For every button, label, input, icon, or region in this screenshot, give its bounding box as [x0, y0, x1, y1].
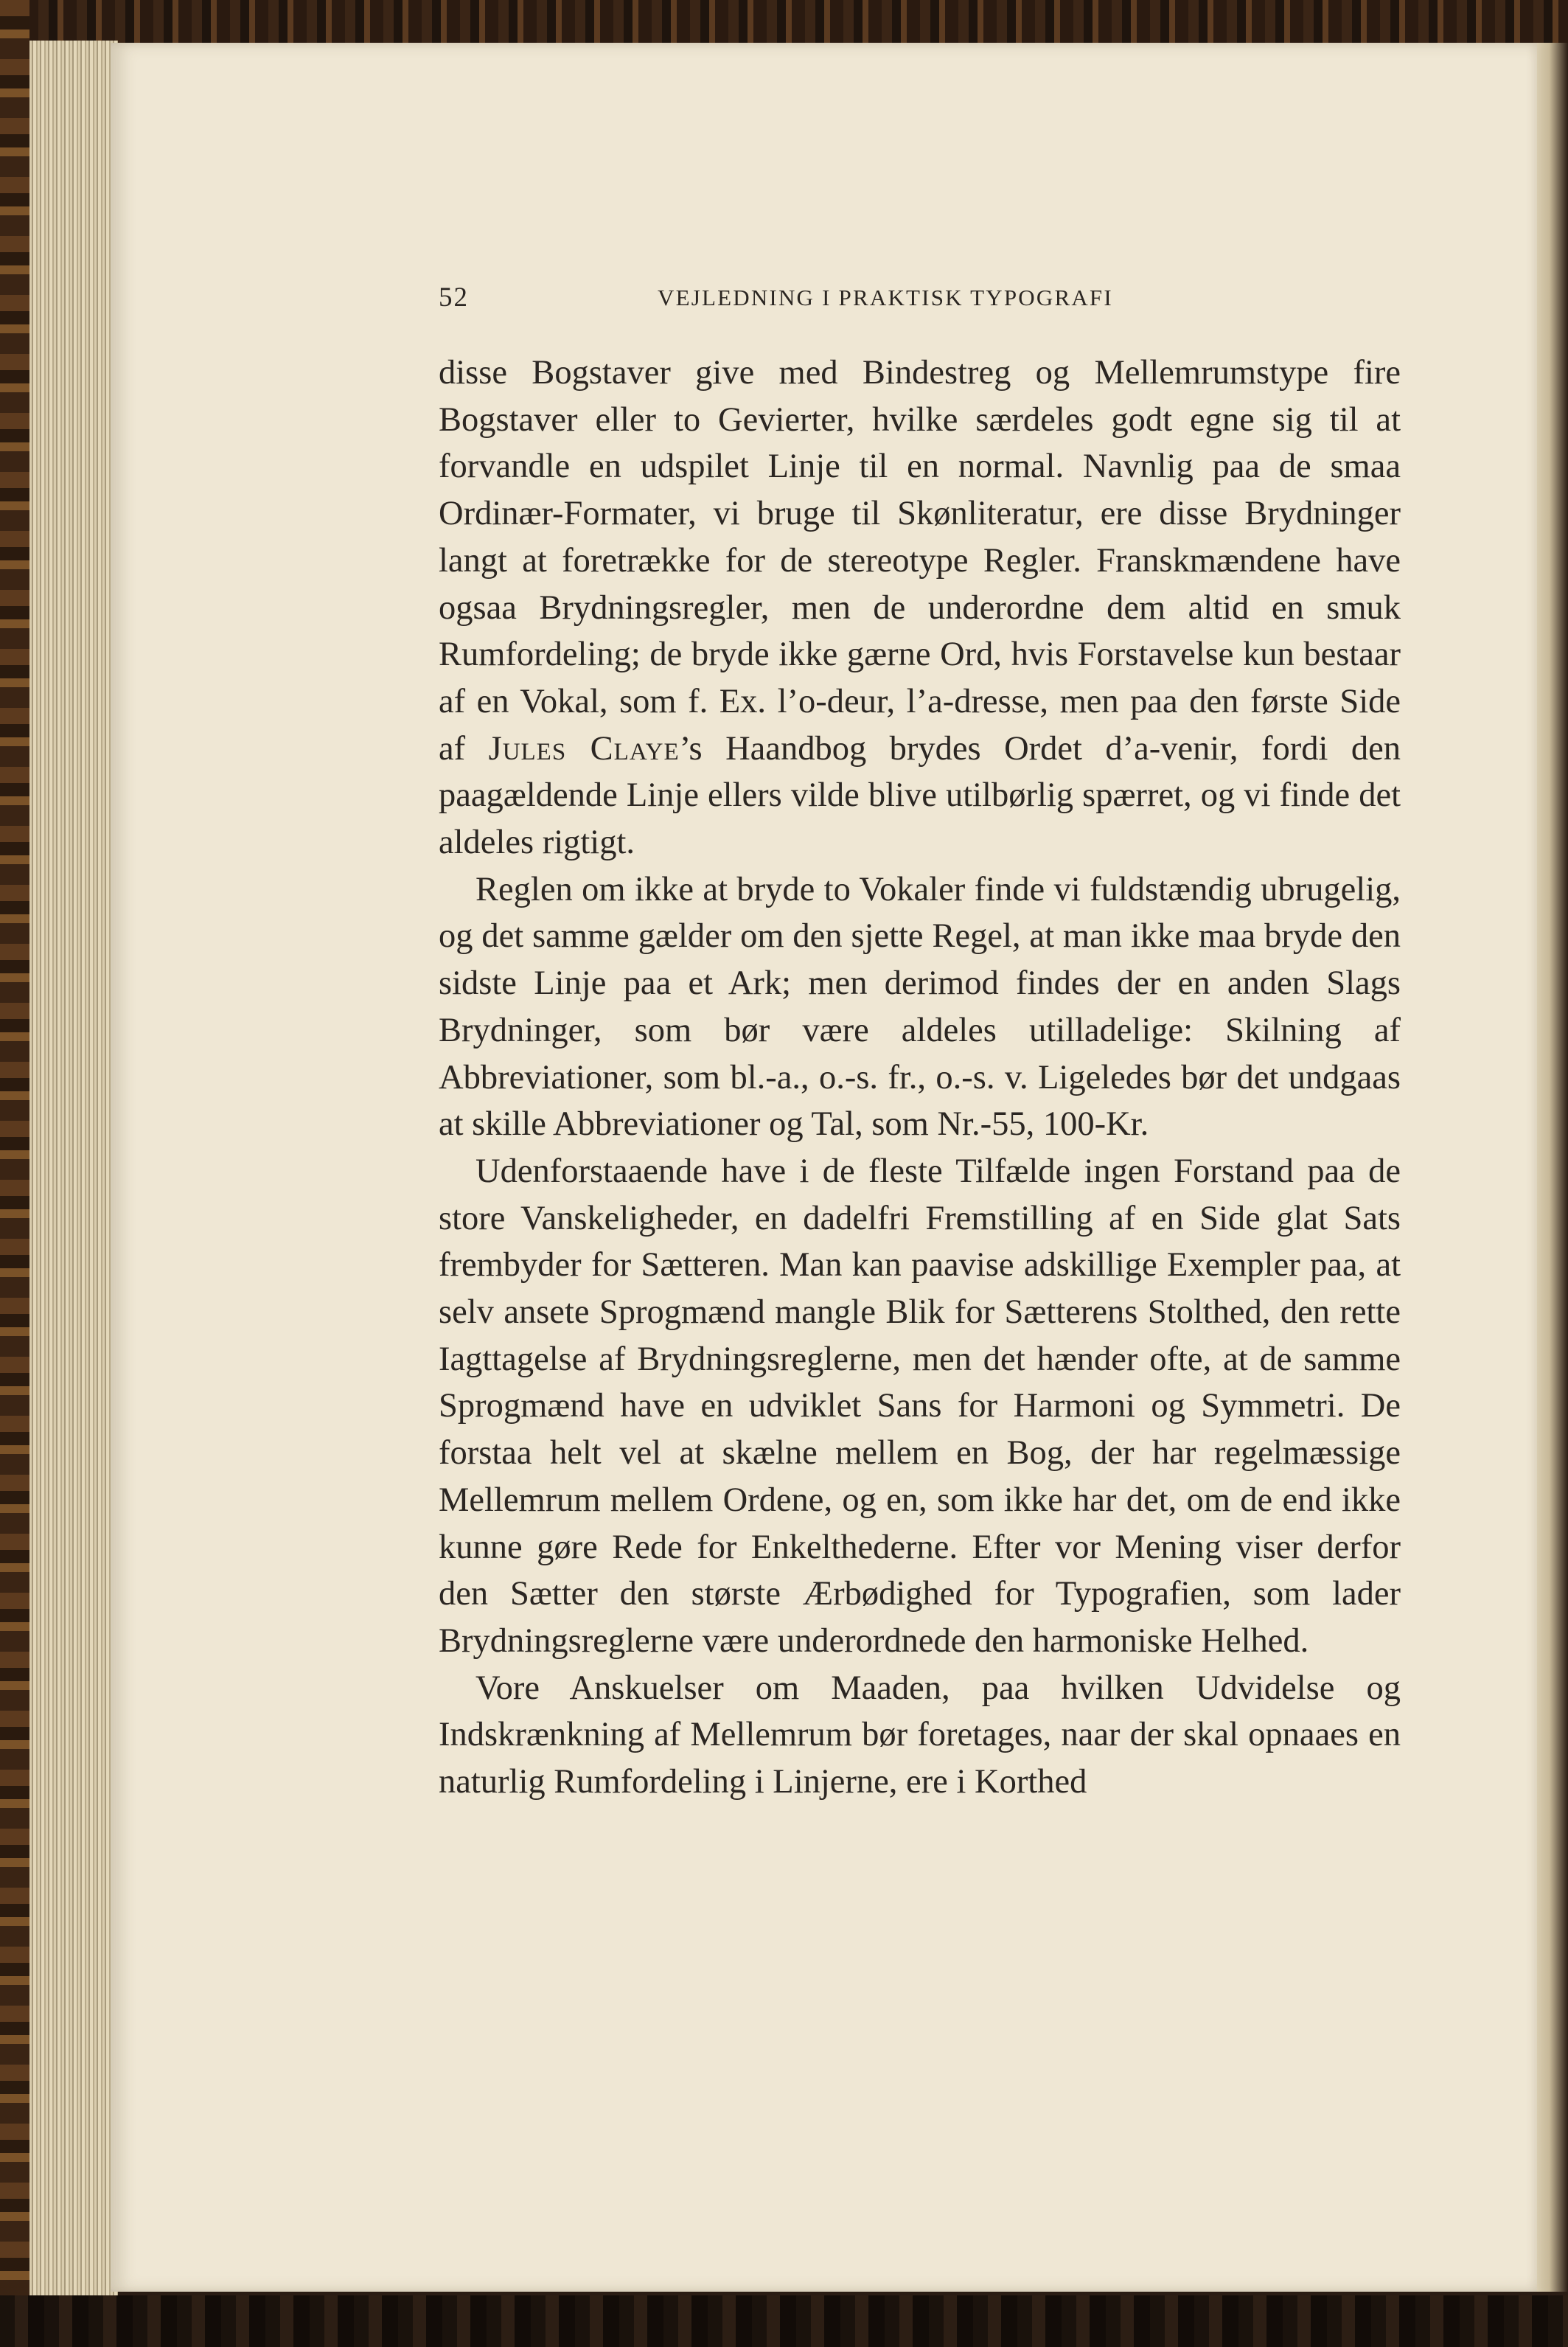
text-body: [439, 350, 1401, 1806]
paragraph-1-text-a: disse Bogstaver give med Bindestreg og Mellemrumstype fire Bogstaver eller to Gevierter, hvilke særdeles godt egne sig til at forvandle en udspilet Linje til en normal. Navnlig paa de smaa Ordinær-Formater, vi bruge til Skønliteratur, ere disse Brydninger langt at foretrække for de stereotype Regler. Franskmændene have ogsaa Brydningsregler, men de underordne dem altid en smuk Rumfordeling; de bryde ikke gærne Ord, hvis Forstavelse kun bestaar af en Vokal, som f. Ex. l’o-deur, l’a-dresse, men paa den første Side af: [439, 354, 1401, 768]
book-cover-top: [0, 0, 1568, 44]
book-cover-bottom: [0, 2295, 1568, 2347]
paragraph-3: Udenforstaaende have i de fleste Tilfælde ingen Forstand paa de store Vanskeligheder, en dadelfri Fremstilling af en Side glat Sats frembyder for Sætteren. Man kan paavise adskillige Exempler paa, at selv ansete Sprogmænd mangle Blik for Sætterens Stolthed, den rette Iagttagelse af Brydningsreglerne, men det hænder ofte, at de samme Sprogmænd have en udviklet Sans for Harmoni og Symmetri. De forstaa helt vel at skælne mellem en Bog, der har regelmæssige Mellemrum mellem Ordene, og en, som ikke har det, om de end ikke kunne gøre Rede for Enkelthederne. Efter vor Mening viser derfor den Sætter den største Ærbødighed for Typografien, som lader Brydningsreglerne være underordnede den harmoniske Helhed.: [439, 1152, 1401, 1660]
running-head: [439, 282, 1397, 326]
author-name: Jules Claye: [488, 729, 680, 768]
book-spine-left: [0, 0, 29, 2347]
page-leaf-edges: [29, 41, 118, 2297]
paragraph-1-text-b: ’s Haandbog brydes Ordet d’a-venir, fordi den paagældende Linje ellers vilde blive utilbørlig spærret, og vi finde det aldeles rigtigt.: [439, 729, 1401, 862]
paragraph-1: [439, 350, 1401, 866]
paragraph-4: Vore Anskuelser om Maaden, paa hvilken Udvidelse og Indskrænkning af Mellemrum bør foretages, naar der skal opnaaes en naturlig Rumfordeling i Linjerne, ere i Korthed: [439, 1669, 1401, 1801]
page-header-title: VEJLEDNING I PRAKTISK TYPOGRAFI: [658, 285, 1113, 310]
paragraph-2: Reglen om ikke at bryde to Vokaler finde vi fuldstændig ubrugelig, og det samme gælder om den sjette Regel, at man ikke maa bryde den sidste Linje paa et Ark; men derimod findes der en anden Slags Brydninger, som bør være aldeles utilladelige: Skilning af Abbreviationer, som bl.-a., o.-s. fr., o.-s. v. Ligeledes bør det undgaas at skille Abbreviationer og Tal, som Nr.-55, 100-Kr.: [439, 870, 1401, 1144]
page-edge-right: [1537, 43, 1568, 2292]
page-number: 52: [439, 282, 469, 313]
